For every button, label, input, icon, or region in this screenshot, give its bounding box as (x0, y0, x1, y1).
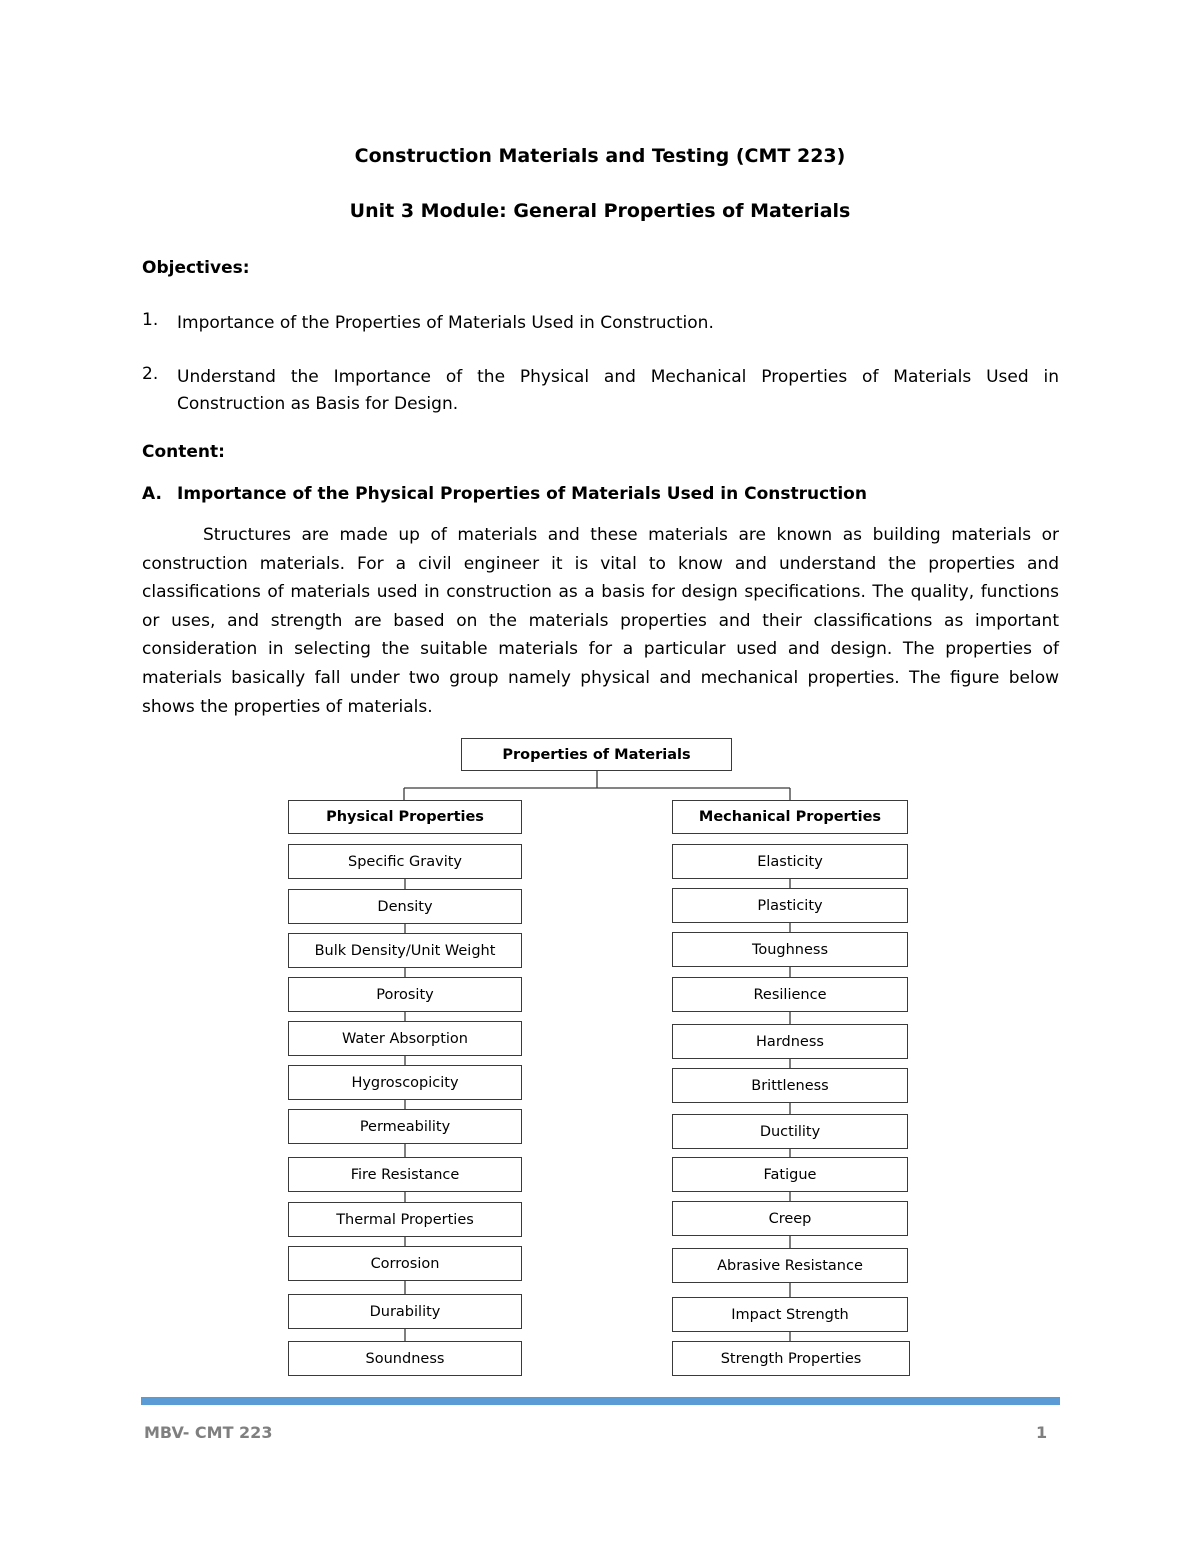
mechanical-property-box: Plasticity (672, 888, 908, 923)
mechanical-property-box: Abrasive Resistance (672, 1248, 908, 1283)
mechanical-property-box: Fatigue (672, 1157, 908, 1192)
mechanical-property-box: Creep (672, 1201, 908, 1236)
body-paragraph: Structures are made up of materials and these materials are known as building materials or construction materials. For a civil engineer it is vital to know and understand the properties and classifications of materials used in construction as a basis for design specifications. The quality, functions or uses, and strength are based on the materials properties and their classifications as important consideration in selecting the suitable materials for a particular used and design. The properties of materials basically fall under two group namely physical and mechanical properties. The figure below shows the properties of materials. (142, 525, 1059, 717)
page-number: 1 (1036, 1423, 1048, 1442)
physical-property-box: Soundness (288, 1341, 522, 1376)
mechanical-property-box: Ductility (672, 1114, 908, 1149)
objective-text: Understand the Importance of the Physical and Mechanical Properties of Materials Used in Construction as Basis for Design. (177, 367, 1059, 414)
diagram-connectors (404, 771, 790, 800)
mechanical-property-box: Brittleness (672, 1068, 908, 1103)
mechanical-property-box: Elasticity (672, 844, 908, 879)
physical-property-box: Permeability (288, 1109, 522, 1144)
root-node: Properties of Materials (461, 738, 732, 771)
physical-property-box: Durability (288, 1294, 522, 1329)
mechanical-property-box: Strength Properties (672, 1341, 910, 1376)
physical-property-box: Specific Gravity (288, 844, 522, 879)
footer-divider (141, 1397, 1060, 1405)
mechanical-property-box: Resilience (672, 977, 908, 1012)
physical-property-box: Bulk Density/Unit Weight (288, 933, 522, 968)
objective-text: Importance of the Properties of Materials Used in Construction. (177, 313, 714, 333)
section-title: Importance of the Physical Properties of Materials Used in Construction (177, 484, 867, 504)
section-letter: A. (142, 484, 162, 504)
objectives-heading: Objectives: (142, 258, 250, 278)
physical-property-box: Thermal Properties (288, 1202, 522, 1237)
physical-property-box: Corrosion (288, 1246, 522, 1281)
physical-properties-header: Physical Properties (288, 800, 522, 834)
physical-property-box: Fire Resistance (288, 1157, 522, 1192)
document-title: Construction Materials and Testing (CMT 223) (354, 145, 846, 167)
physical-property-box: Density (288, 889, 522, 924)
physical-property-box: Water Absorption (288, 1021, 522, 1056)
mechanical-properties-header: Mechanical Properties (672, 800, 908, 834)
module-subtitle: Unit 3 Module: General Properties of Materials (349, 200, 851, 222)
section-a-heading (142, 484, 867, 504)
physical-property-box: Hygroscopicity (288, 1065, 522, 1100)
objective-number: 2. (142, 364, 159, 384)
mechanical-property-box: Impact Strength (672, 1297, 908, 1332)
mechanical-property-box: Toughness (672, 932, 908, 967)
mechanical-property-box: Hardness (672, 1024, 908, 1059)
physical-property-box: Porosity (288, 977, 522, 1012)
objective-number: 1. (142, 310, 159, 330)
content-heading: Content: (142, 442, 225, 462)
footer-course-code: MBV- CMT 223 (144, 1423, 273, 1442)
